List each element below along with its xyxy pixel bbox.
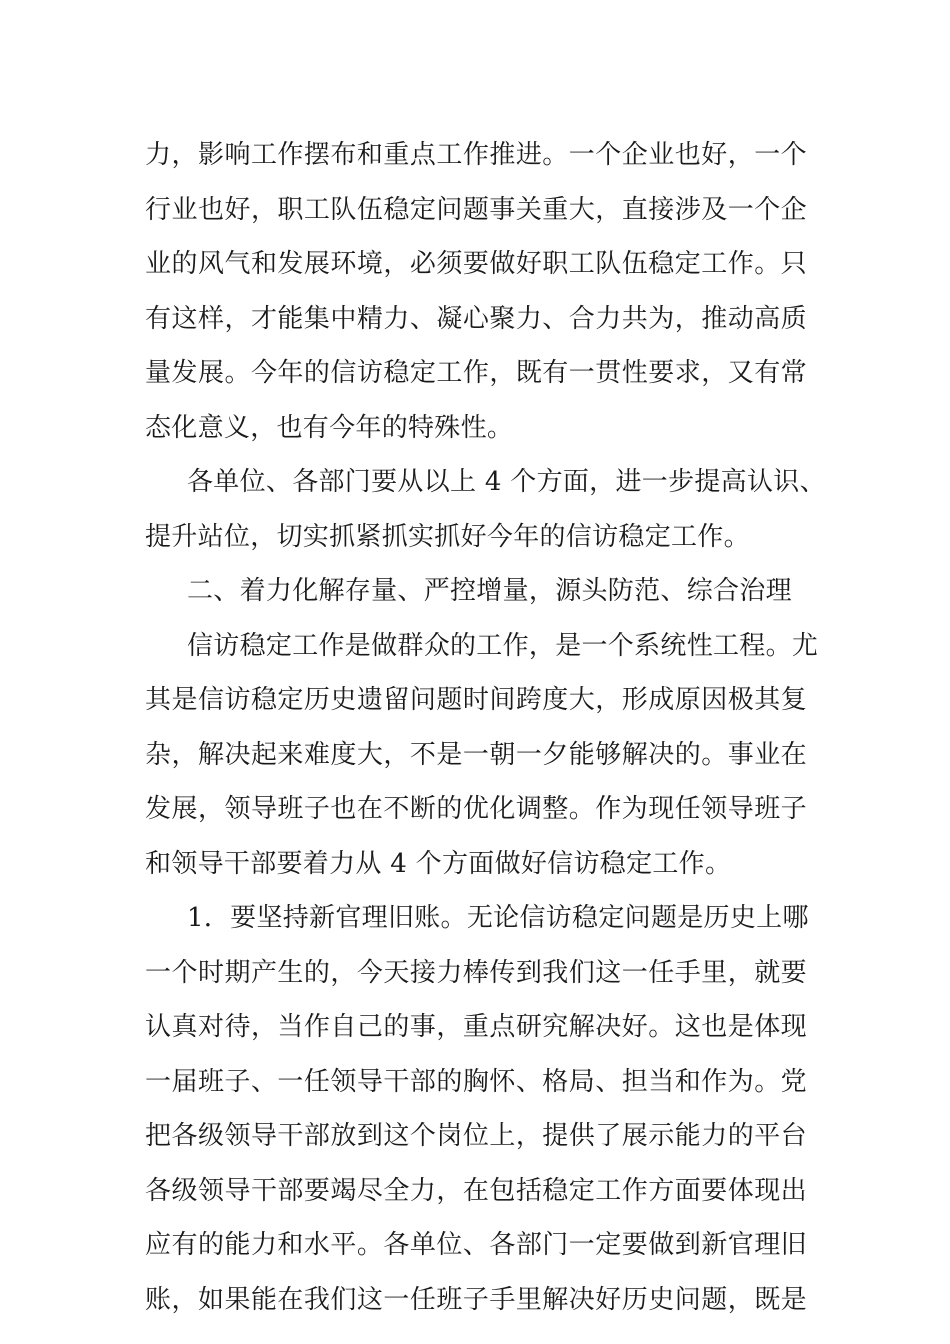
text-line: 发展，领导班子也在不断的优化调整。作为现任领导班子 xyxy=(145,794,807,824)
text-line: 有这样，才能集中精力、凝心聚力、合力共为，推动高质 xyxy=(145,303,807,334)
text-line: 1．要坚持新官理旧账。无论信访稳定问题是历史上哪 xyxy=(187,903,809,933)
paragraph-3 xyxy=(145,619,819,892)
text-line: 态化意义，也有今年的特殊性。 xyxy=(145,412,514,443)
section-heading xyxy=(145,564,807,619)
paragraph-4 xyxy=(145,891,807,1327)
text-line: 一届班子、一任领导干部的胸怀、格局、担当和作为。党 xyxy=(145,1066,807,1097)
heading-text: 二、着力化解存量、严控增量，源头防范、综合治理 xyxy=(187,576,792,606)
text-line: 各单位、各部门要从以上 4 个方面，进一步提高认识、 xyxy=(187,467,826,497)
text-line: 应有的能力和水平。各单位、各部门一定要做到新官理旧 xyxy=(145,1230,807,1260)
text-line: 认真对待，当作自己的事，重点研究解决好。这也是体现 xyxy=(145,1012,807,1042)
text-line: 各级领导干部要竭尽全力，在包括稳定工作方面要体现出 xyxy=(145,1175,807,1206)
text-line: 提升站位，切实抓紧抓实抓好今年的信访稳定工作。 xyxy=(145,521,750,552)
document-body xyxy=(145,128,826,1327)
text-line: 行业也好，职工队伍稳定问题事关重大，直接涉及一个企 xyxy=(145,194,807,225)
text-line: 和领导干部要着力从 4 个方面做好信访稳定工作。 xyxy=(145,848,732,879)
text-line: 杂，解决起来难度大，不是一朝一夕能够解决的。事业在 xyxy=(145,739,807,770)
text-line: 力，影响工作摆布和重点工作推进。一个企业也好，一个 xyxy=(145,140,807,170)
text-line: 其是信访稳定历史遗留问题时间跨度大，形成原因极其复 xyxy=(145,685,807,715)
text-line: 信访稳定工作是做群众的工作，是一个系统性工程。尤 xyxy=(187,630,819,661)
text-line: 账，如果能在我们这一任班子手里解决好历史问题，既是 xyxy=(145,1284,807,1315)
text-line: 一个时期产生的，今天接力棒传到我们这一任手里，就要 xyxy=(145,957,807,988)
paragraph-1 xyxy=(145,128,807,455)
paragraph-2 xyxy=(145,455,826,564)
text-line: 把各级领导干部放到这个岗位上，提供了展示能力的平台 xyxy=(145,1121,807,1151)
text-line: 量发展。今年的信访稳定工作，既有一贯性要求，又有常 xyxy=(145,358,807,388)
text-line: 业的风气和发展环境，必须要做好职工队伍稳定工作。只 xyxy=(145,249,807,279)
